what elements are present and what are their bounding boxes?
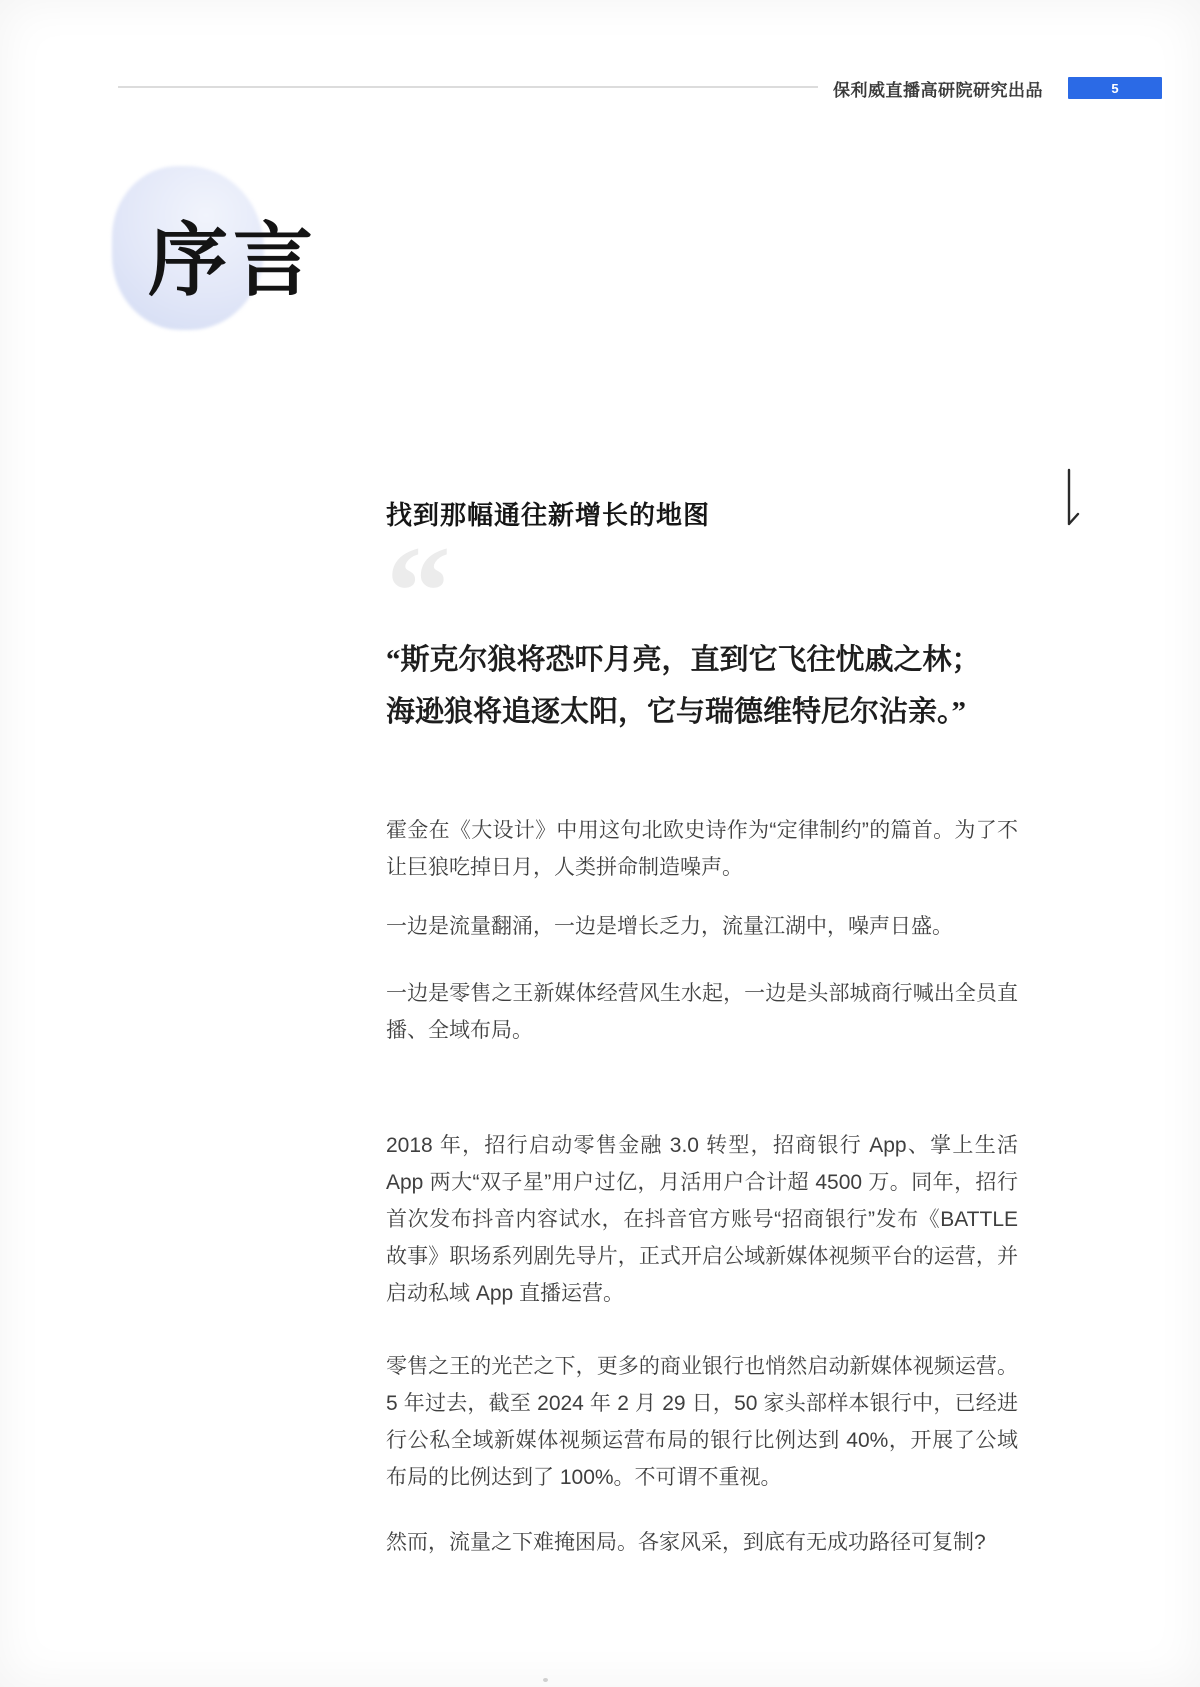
page-title: 序言	[148, 216, 318, 305]
content-column	[386, 495, 1018, 1561]
quote-block	[386, 634, 1018, 738]
quote-mark-glyph: “	[386, 520, 451, 664]
page-artifact-dot	[543, 1678, 548, 1682]
header-divider-line	[118, 86, 818, 88]
page-number: 5	[1111, 80, 1119, 96]
page-number-badge	[1068, 77, 1162, 99]
paragraph: 霍金在《大设计》中用这句北欧史诗作为“定律制约”的篇首。为了不让巨狼吃掉日月，人类拼命制造噪声。	[386, 819, 1018, 879]
quote-line-2: 海逊狼将追逐太阳，它与瑞德维特尼尔沾亲。”	[386, 696, 967, 728]
paragraph: 然而，流量之下难掩困局。各家风采，到底有无成功路径可复制?	[386, 1531, 986, 1554]
down-arrow-icon	[1056, 467, 1082, 536]
paragraph: 一边是流量翻涌，一边是增长乏力，流量江湖中，噪声日盛。	[386, 915, 953, 938]
quote-line-1: “斯克尔狼将恐吓月亮，直到它飞往忧戚之林；	[386, 644, 981, 676]
section-heading: 找到那幅通往新增长的地图	[386, 500, 711, 530]
paragraph: 2018 年，招行启动零售金融 3.0 转型，招商银行 App、掌上生活 App 两大“双子星”用户过亿，月活用户合计超 4500 万。同年，招行首次发布抖音内容试水，在抖音官方账号“招商银行”发布《BATTLE 故事》职场系列剧先导片，正式开启公域新媒体视频平台的运营，并启动私域 App 直播运营。	[386, 1134, 1018, 1305]
header-credit-text: 保利威直播高研院研究出品	[833, 81, 1043, 100]
paragraph: 一边是零售之王新媒体经营风生水起，一边是头部城商行喊出全员直播、全域布局。	[386, 982, 1018, 1042]
paragraph: 零售之王的光芒之下，更多的商业银行也悄然启动新媒体视频运营。5 年过去，截至 2024 年 2 月 29 日，50 家头部样本银行中，已经进行公私全域新媒体视频运营布局的银行比例达到 40%，开展了公域布局的比例达到了 100%。不可谓不重视。	[386, 1355, 1018, 1489]
